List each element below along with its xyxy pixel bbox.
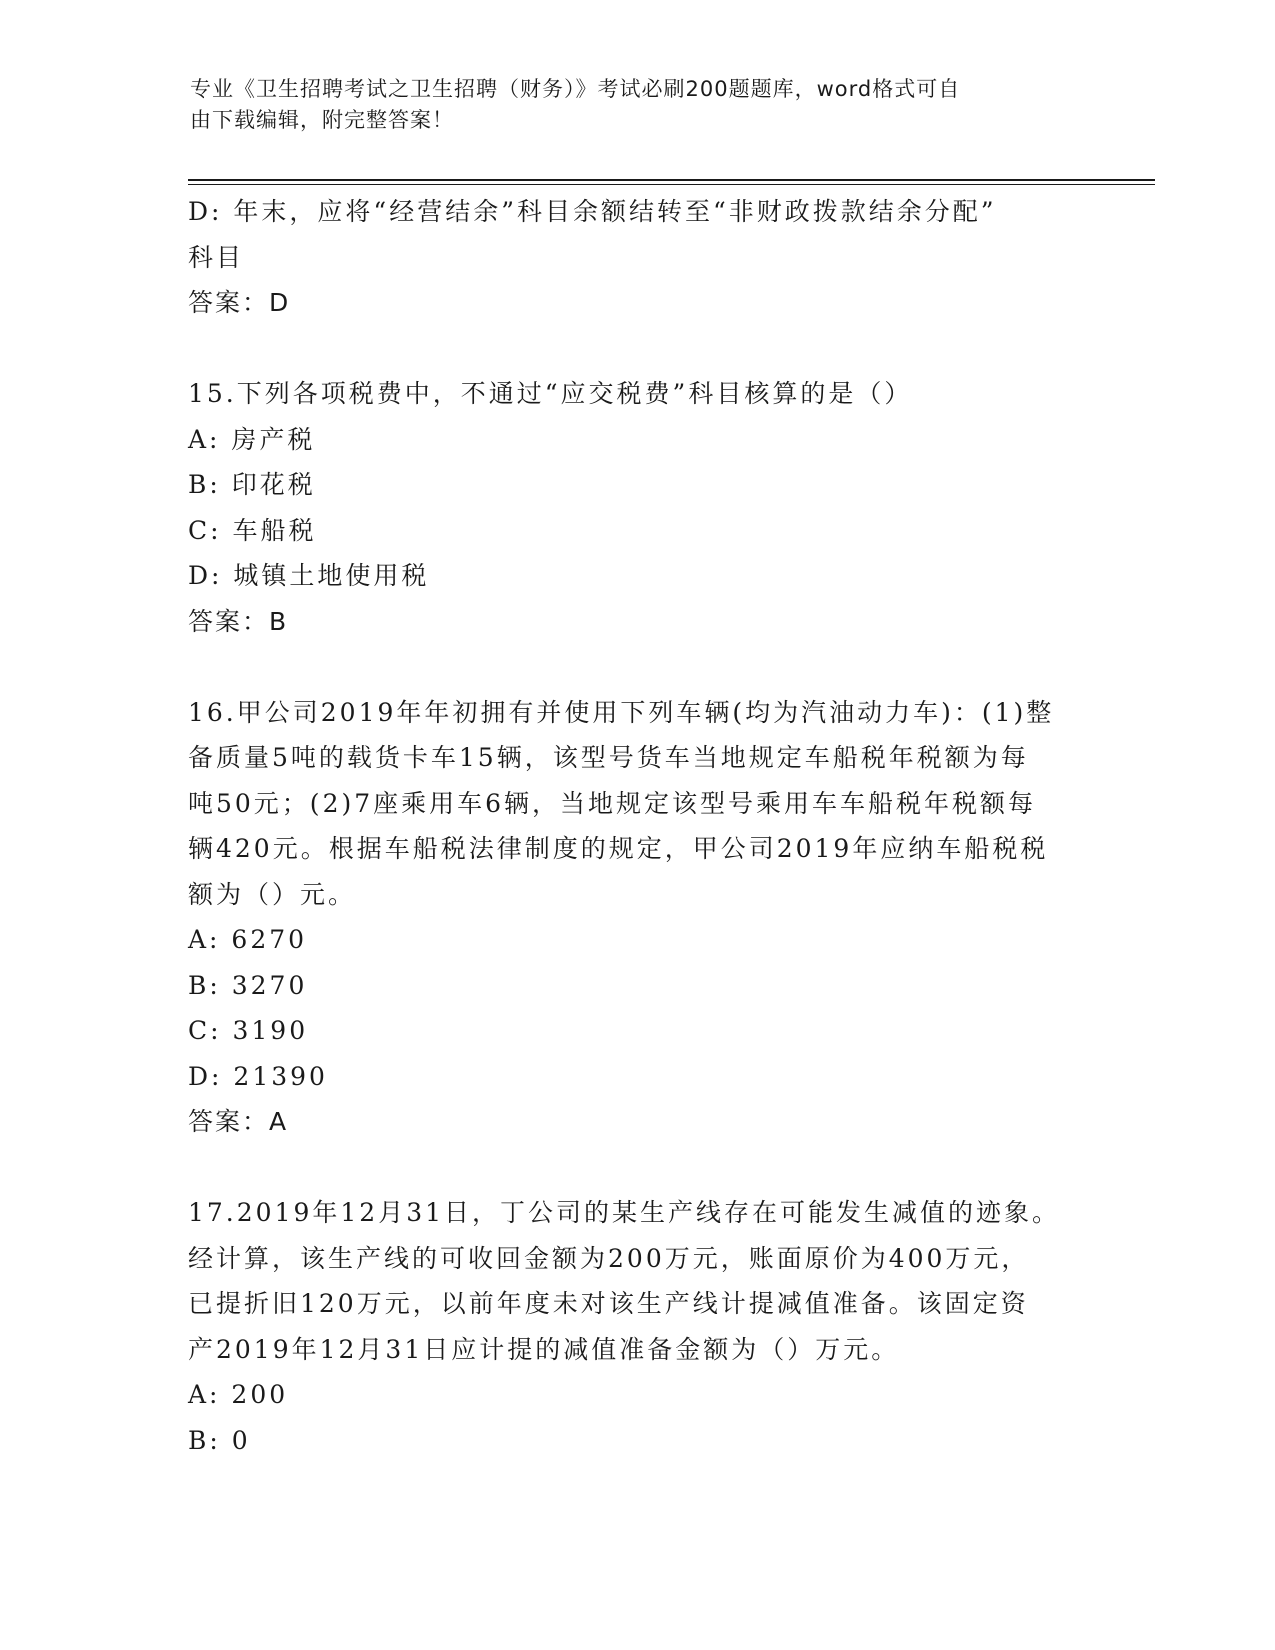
option-b: B: 印花税 xyxy=(188,470,316,499)
spacer xyxy=(188,326,1088,372)
option-b: B: 0 xyxy=(188,1425,251,1455)
question-stem-line: 额为（）元。 xyxy=(188,879,357,909)
question-stem-line: 备质量5吨的载货卡车15辆，该型号货车当地规定车船税年税额为每 xyxy=(188,743,1029,772)
question-14 xyxy=(188,189,1088,326)
question-stem-line: 吨50元；(2)7座乘用车6辆，当地规定该型号乘用车车船税年税额每 xyxy=(188,788,1037,818)
question-15 xyxy=(188,371,1088,644)
answer-line: 答案：B xyxy=(188,606,289,636)
question-stem-line: 已提折旧120万元，以前年度未对该生产线计提减值准备。该固定资 xyxy=(188,1289,1029,1318)
header-divider-thick xyxy=(188,179,1155,181)
question-stem-line: 产2019年12月31日应计提的减值准备金额为（）万元。 xyxy=(188,1334,900,1364)
answer-line: 答案：A xyxy=(188,1107,289,1136)
question-stem-line: 16.甲公司2019年年初拥有并使用下列车辆(均为汽油动力车)：(1)整 xyxy=(188,697,1055,727)
spacer xyxy=(188,1145,1088,1191)
question-list xyxy=(188,189,1088,1463)
question-16 xyxy=(188,690,1088,1145)
question-stem: 15.下列各项税费中，不通过“应交税费”科目核算的是（） xyxy=(188,379,913,408)
question-17 xyxy=(188,1190,1088,1463)
question-stem-line: 经计算，该生产线的可收回金额为200万元，账面原价为400万元， xyxy=(188,1243,1030,1273)
option-c: C: 车船税 xyxy=(188,515,317,545)
document-header xyxy=(190,74,1070,136)
option-a: A: 6270 xyxy=(188,925,308,954)
option-a: A: 200 xyxy=(188,1380,289,1409)
option-d-continued: 科目 xyxy=(188,242,245,272)
header-line-2: 由下载编辑，附完整答案！ xyxy=(190,108,454,132)
option-d: D: 21390 xyxy=(188,1061,328,1091)
option-d: D: 城镇土地使用税 xyxy=(188,561,430,590)
option-b: B: 3270 xyxy=(188,970,308,1000)
option-a: A: 房产税 xyxy=(188,424,316,454)
question-stem-line: 辆420元。根据车船税法律制度的规定，甲公司2019年应纳车船税税 xyxy=(188,834,1049,863)
option-d: D: 年末，应将“经营结余”科目余额结转至“非财政拨款结余分配” xyxy=(188,197,997,226)
option-c: C: 3190 xyxy=(188,1016,309,1045)
answer-line: 答案：D xyxy=(188,288,291,317)
header-divider-thin xyxy=(188,184,1155,185)
spacer xyxy=(188,644,1088,690)
header-line-1: 专业《卫生招聘考试之卫生招聘（财务）》考试必刷200题题库，word格式可自 xyxy=(190,77,961,101)
question-stem-line: 17.2019年12月31日，丁公司的某生产线存在可能发生减值的迹象。 xyxy=(188,1198,1061,1227)
